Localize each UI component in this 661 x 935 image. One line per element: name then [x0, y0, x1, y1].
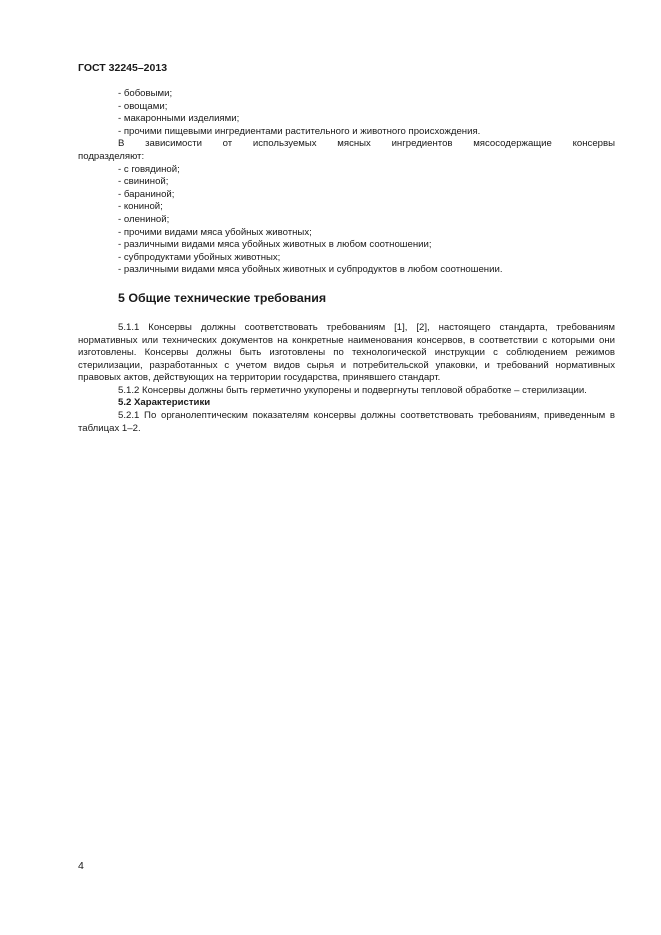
list-item: - прочими видами мяса убойных животных;: [118, 226, 312, 238]
subsection-title: 5.2 Характеристики: [118, 397, 211, 409]
paragraph-5-1-1: 5.1.1 Консервы должны соответствовать требованиям [1], [2], настоящего стандарта, требованиям нормативных или технических документов на конкретные наименования консервов, в соответствии с которыми они изготовлены. Консервы должны быть изготовлены по технологической инструкции с соблюдением режимов стерилизации, разработанных с учетом видов сырья и потребительской упаковки, и требований нормативных правовых актов, действующих на территории государства, принявшего стандарт.: [78, 321, 615, 384]
list-item: - различными видами мяса убойных животных в любом соотношении;: [118, 239, 432, 251]
page-number: 4: [78, 860, 84, 872]
list-item: - олениной;: [118, 213, 170, 225]
list-item: - субпродуктами убойных животных;: [118, 251, 281, 263]
document-body: [78, 88, 615, 435]
list-item: - макаронными изделиями;: [118, 113, 240, 125]
list-item: - бараниной;: [118, 188, 175, 200]
list-item: - свининой;: [118, 176, 169, 188]
list-item: - кониной;: [118, 201, 163, 213]
list-item: - бобовыми;: [118, 88, 173, 99]
list-item: - прочими пищевыми ингредиентами растительного и животного происхождения.: [118, 125, 481, 137]
list-item: - овощами;: [118, 100, 168, 112]
intro-paragraph-line1: В зависимости от используемых мясных ингредиентов мясосодержащие консервы: [118, 138, 615, 150]
document-header: ГОСТ 32245–2013: [78, 62, 168, 74]
section-title: 5 Общие технические требования: [118, 290, 327, 305]
list-item: - различными видами мяса убойных животных и субпродуктов в любом соотношении.: [118, 264, 503, 276]
list-item: - с говядиной;: [118, 163, 180, 175]
paragraph-5-2-1: 5.2.1 По органолептическим показателям консервы должны соответствовать требованиям, приведенным в таблицах 1–2.: [78, 410, 615, 434]
paragraph-5-1-2: 5.1.2 Консервы должны быть герметично укупорены и подвергнуты тепловой обработке – стерилизации.: [118, 384, 587, 396]
intro-paragraph-line2: подразделяют:: [78, 150, 145, 162]
